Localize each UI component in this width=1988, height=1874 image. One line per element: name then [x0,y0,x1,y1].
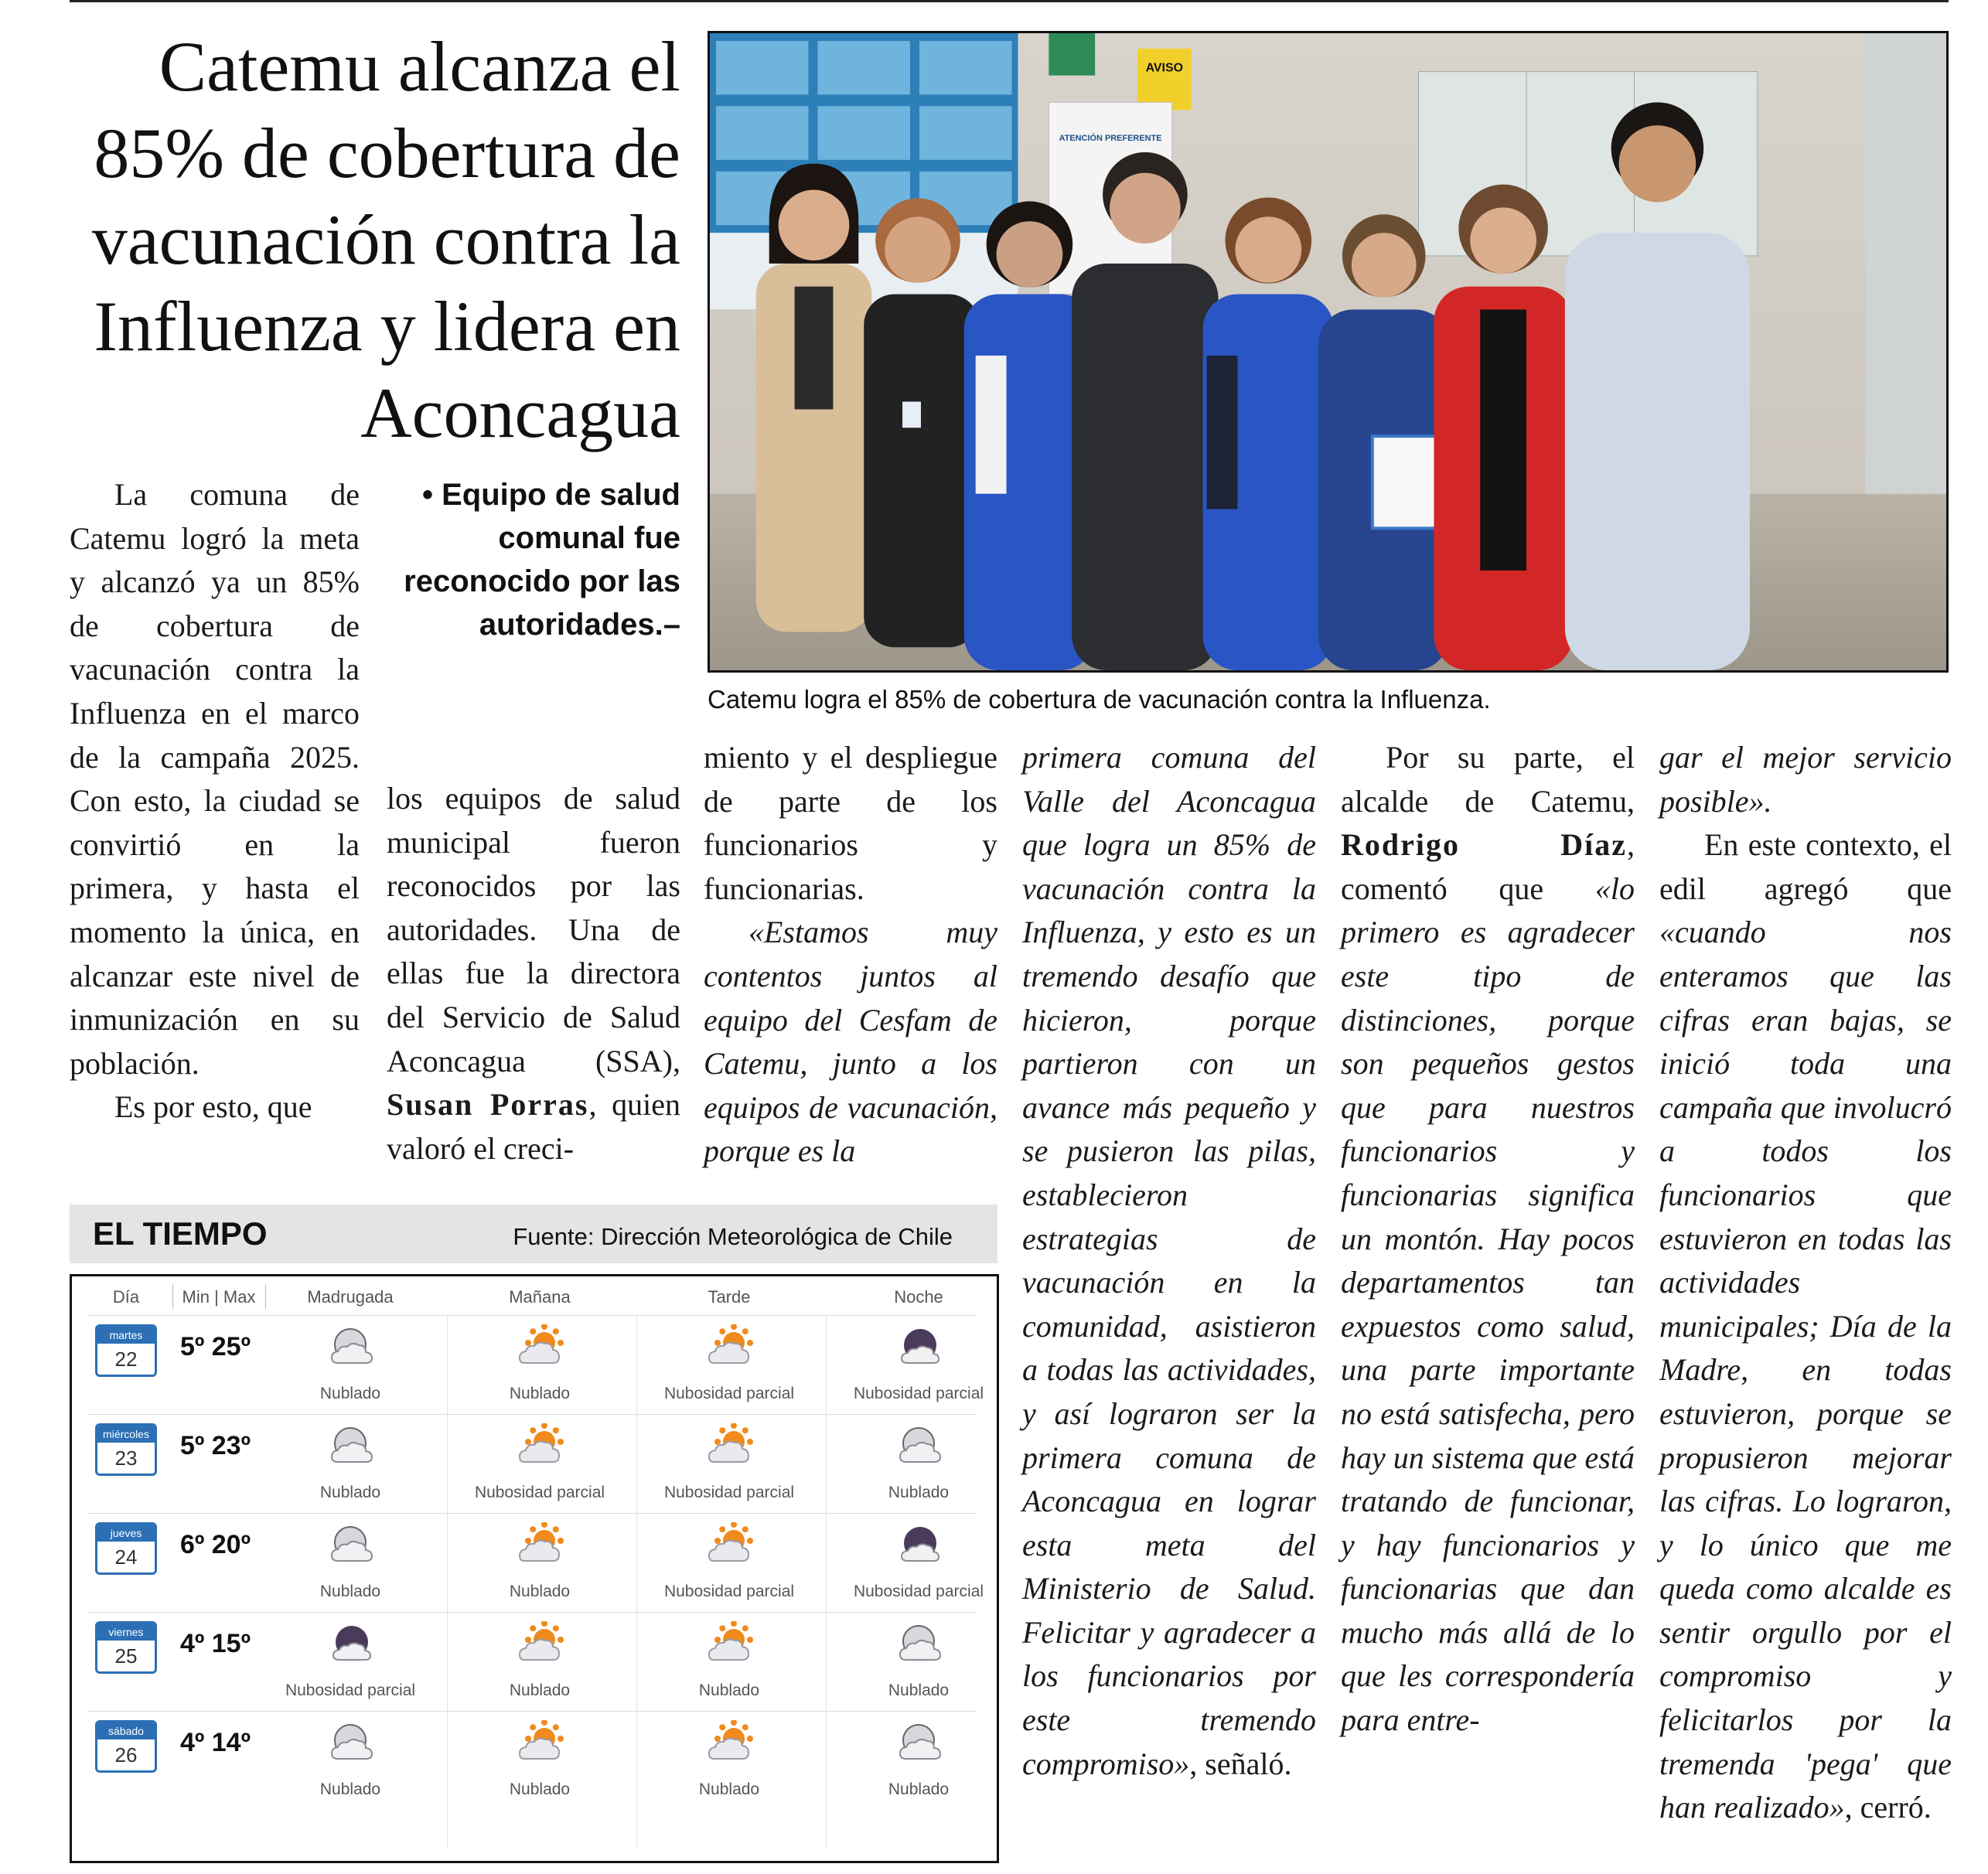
condition-label: Nubosidad parcial [853,1583,984,1600]
quote: primera comuna del Valle del Aconcagua que logra un 85% de vacunación contra la Influenza, y esto es un tremendo desafío que hicieron, porque partieron con un avance más pequeño y se pusieron las pilas, establecieron estrategias de vacunación en la comunidad, asistieron a todas las actividades, y así lograron ser la primera comuna de Aconcagua en lograr esta meta del Ministerio de Salud. Felicitar y agradecer a los funcionarios por este tremendo compromiso» [1022,740,1316,1781]
condition-label: Nublado [319,1583,381,1600]
forecast-slot [636,1618,822,1705]
date-number: 23 [114,1446,138,1470]
header-madrugada: Madrugada [307,1287,394,1307]
person-1 [756,164,871,632]
quote: «cuando nos enteramos que las cifras eran bajas, se inició toda una campaña que involucró a todos los funcionarios que estuvieron en todas las actividades municipales; Día de la Madre, en todas estuvieron, porque se propusieron mejorar las cifras. Lo lograron, y lo único que me queda como alcalde es sentir orgullo por el compromiso y felicitarlos por la tremenda 'pega' que han realizado» [1659,915,1952,1825]
text-run: , señaló. [1189,1746,1292,1781]
weekday-label: viernes [97,1624,155,1641]
condition-label: Nublado [888,1484,950,1501]
min-max-temps: 4º 15º [180,1629,251,1658]
forecast-slot [257,1717,443,1804]
condition-label: Nublado [698,1681,760,1699]
min-max-temps: 4º 14º [180,1728,251,1757]
condition-label: Nubosidad parcial [285,1681,416,1699]
paragraph [704,911,997,1174]
weather-header [70,1204,997,1263]
forecast-row [72,1612,997,1711]
forecast-slot [636,1420,822,1507]
text-run: , cerró. [1844,1790,1932,1825]
cloud-night-icon [895,1621,945,1666]
sun-cloud-icon [517,1522,566,1567]
article-column-5 [1341,736,1635,1743]
person-name: Rodrigo Díaz [1341,827,1627,863]
cloud-night-icon [327,1423,377,1468]
cloud-night-icon [895,1720,945,1765]
min-max-temps: 5º 23º [180,1431,251,1460]
paragraph: Es por esto, que [114,1089,312,1125]
calendar-icon [95,1720,157,1773]
quote: «Estamos muy contentos juntos al equipo del Cesfam de Catemu, junto a los equipos de vacunación, porque es la [704,915,997,1169]
subheadline: • Equipo de salud comunal fue reconocido por las autoridades.– [404,478,680,642]
forecast-slot [636,1519,822,1606]
cloud-night-icon [327,1324,377,1369]
calendar-icon [95,1621,157,1674]
article-column-6 [1659,736,1952,1830]
text-run: Por su parte, el alcalde de Catemu, [1341,740,1635,819]
cloud-night-icon [327,1720,377,1765]
condition-label: Nubosidad parcial [853,1385,984,1402]
forecast-header-row [72,1276,997,1314]
sun-cloud-icon [706,1720,755,1765]
forecast-slot [826,1321,1011,1408]
photo-caption: Catemu logra el 85% de cobertura de vacunación contra la Influenza. [708,685,1491,714]
condition-label: Nublado [319,1484,381,1501]
forecast-row [72,1711,997,1810]
quote: «lo primero es agradecer este tipo de distinciones, porque son pequeños gestos que para nuestros funcionarios y funcionarias significa un montón. Hay pocos departamentos tan expuestos como salud, una parte importante no está satisfecha, pero hay un sistema que está tratando de funcionar, y hay funcionarios y funcionarias que dan mucho más allá de lo que les correspondería para entre- [1341,871,1635,1738]
aviso-sign-text: AVISO [1145,61,1184,75]
condition-label: Nublado [319,1780,381,1798]
calendar-icon [95,1522,157,1575]
text-run: los equipos de salud municipal fueron reconocidos por las autoridades. Una de ellas fue la directora del Servicio de Salud Aconcagua (SSA), [387,781,680,1078]
forecast-slot [447,1420,633,1507]
condition-label: Nublado [888,1780,950,1798]
sun-cloud-icon [706,1522,755,1567]
forecast-slot [826,1420,1011,1507]
condition-label: Nublado [509,1583,571,1600]
min-max-temps: 6º 20º [180,1530,251,1559]
sun-cloud-icon [517,1720,566,1765]
condition-label: Nublado [888,1681,950,1699]
article-column-2 [387,777,680,1170]
forecast-slot [636,1321,822,1408]
paragraph [1659,823,1952,1830]
forecast-slot [447,1519,633,1606]
moon-cloud-icon [327,1621,377,1666]
sun-cloud-icon [706,1621,755,1666]
condition-label: Nublado [509,1780,571,1798]
text-run: , comentó que [1341,827,1635,906]
date-number: 24 [114,1545,138,1569]
condition-label: Nubosidad parcial [663,1583,795,1600]
condition-label: Nublado [698,1780,760,1798]
forecast-slot [257,1420,443,1507]
sun-cloud-icon [706,1324,755,1369]
moon-cloud-icon [895,1324,945,1369]
forecast-slot [447,1618,633,1705]
forecast-slot [447,1717,633,1804]
weekday-label: jueves [97,1525,155,1542]
condition-label: Nublado [509,1681,571,1699]
header-noche: Noche [894,1287,943,1307]
sun-cloud-icon [706,1423,755,1468]
condition-label: Nublado [509,1385,571,1402]
text-run: En este contexto, el edil agregó que [1659,827,1952,906]
header-minmax: Min | Max [182,1287,256,1307]
paragraph [1022,736,1316,1786]
forecast-slot [826,1618,1011,1705]
text-run: , quien valoró el creci- [387,1087,680,1166]
quote: gar el mejor servicio posible». [1659,740,1952,819]
forecast-slot [257,1519,443,1606]
forecast-row [72,1513,997,1612]
paragraph [387,777,680,1170]
article-column-4 [1022,736,1316,1786]
forecast-row [72,1315,997,1414]
headline: Catemu alcanza el 85% de cobertura de vacunación contra la Influenza y lidera en Aconcagua [91,27,680,452]
sun-cloud-icon [517,1423,566,1468]
header-day: Día [112,1287,140,1307]
article-column-3 [704,736,997,1174]
moon-cloud-icon [895,1522,945,1567]
weekday-label: martes [97,1327,155,1344]
top-rule [70,0,1949,2]
sun-cloud-icon [517,1621,566,1666]
weather-title: EL TIEMPO [93,1215,268,1252]
paragraph: La comuna de Catemu logró la meta y alcanzó ya un 85% de cobertura de vacunación contra la Influenza en el marco de la campaña 2025. Con esto, la ciudad se convirtió en la primera, y hasta el momento la única, en alcanzar este nivel de inmunización en su población. [70,477,360,1081]
person-name: Susan Porras [387,1087,589,1123]
forecast-row [72,1414,997,1513]
weekday-label: sábado [97,1722,155,1739]
preferente-sign-text: ATENCIÓN PREFERENTE [1059,134,1162,143]
cloud-night-icon [895,1423,945,1468]
header-manana: Mañana [509,1287,571,1307]
date-number: 25 [114,1644,138,1668]
condition-label: Nubosidad parcial [474,1484,605,1501]
paragraph: miento y el despliegue de parte de los funcionarios y funcionarias. [704,740,997,906]
weather-box [70,1204,997,1869]
calendar-icon [95,1324,157,1377]
forecast-slot [826,1519,1011,1606]
group-photo-illustration [710,33,1946,670]
paragraph [1341,736,1635,1743]
forecast-slot [826,1717,1011,1804]
weather-source: Fuente: Dirección Meteorológica de Chile [513,1223,953,1250]
min-max-temps: 5º 25º [180,1332,251,1361]
date-number: 22 [114,1348,138,1371]
calendar-icon [95,1423,157,1476]
forecast-slot [257,1321,443,1408]
forecast-table [70,1274,999,1863]
date-number: 26 [114,1743,138,1767]
condition-label: Nublado [319,1385,381,1402]
forecast-slot [257,1618,443,1705]
forecast-slot [636,1717,822,1804]
condition-label: Nubosidad parcial [663,1484,795,1501]
article-column-1 [70,473,360,1130]
paragraph [1659,736,1952,823]
article-photo [708,31,1949,673]
condition-label: Nubosidad parcial [663,1385,795,1402]
weekday-label: miércoles [97,1426,155,1443]
header-tarde: Tarde [708,1287,751,1307]
cloud-night-icon [327,1522,377,1567]
forecast-slot [447,1321,633,1408]
sun-cloud-icon [517,1324,566,1369]
